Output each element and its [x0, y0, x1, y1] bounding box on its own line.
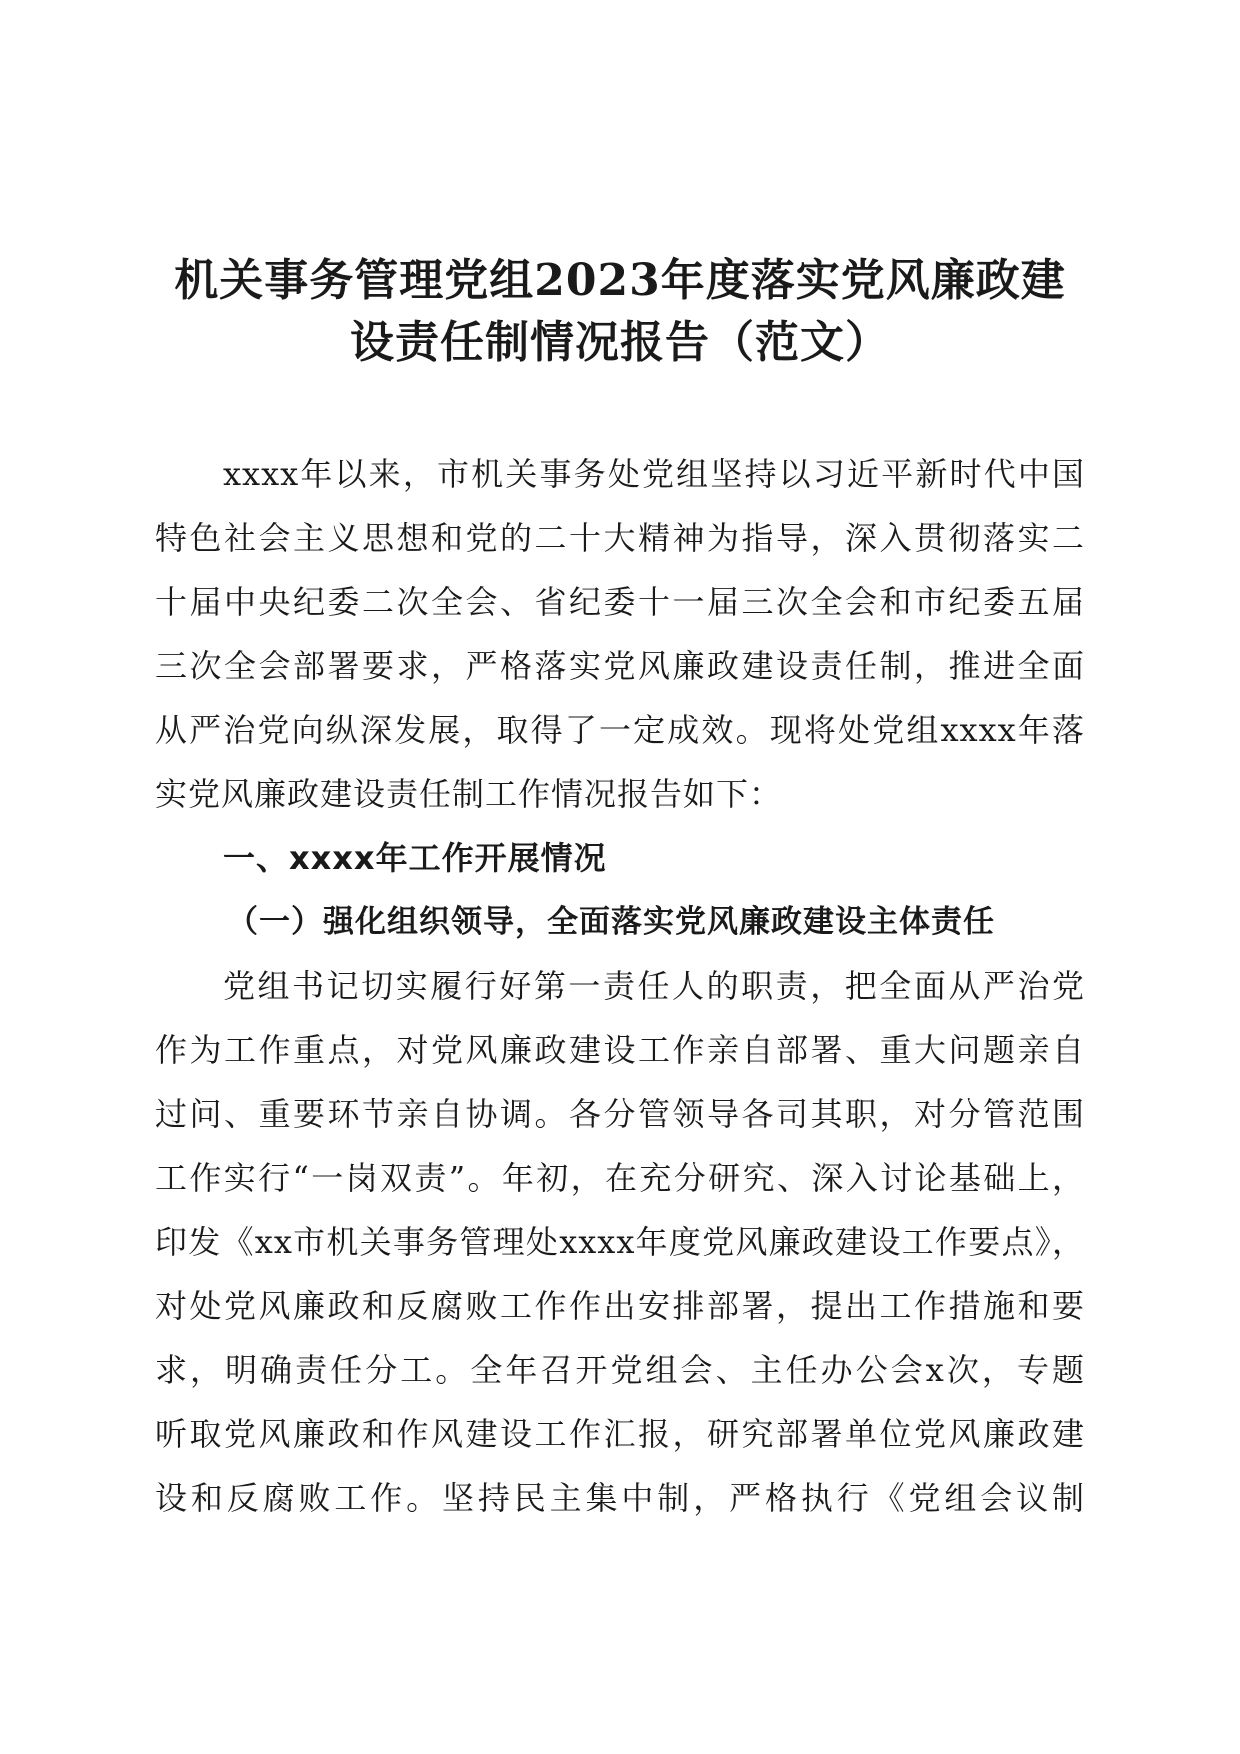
section-heading: 一、xxxx年工作开展情况 — [223, 839, 607, 877]
title-line-2: 设责任制情况报告（范文） — [350, 317, 890, 368]
intro-line-4: 三次全会部署要求，严格落实党风廉政建设责任制，推进全面 — [155, 647, 1085, 685]
intro-line-6: 实党风廉政建设责任制工作情况报告如下： — [155, 775, 783, 813]
subsection-heading: （一）强化组织领导，全面落实党风廉政建设主体责任 — [227, 904, 995, 940]
document-body — [155, 442, 1085, 1530]
paragraph-line-4: 工作实行“一岗双责”。年初，在充分研究、深入讨论基础上， — [155, 1159, 1085, 1197]
paragraph-line-5: 印发《xx市机关事务管理处xxxx年度党风廉政建设工作要点》， — [155, 1223, 1085, 1261]
document-title — [150, 250, 1090, 374]
paragraph-line-9: 设和反腐败工作。坚持民主集中制，严格执行《党组会议制 — [155, 1479, 1085, 1517]
title-line-1: 机关事务管理党组2023年度落实党风廉政建 — [174, 255, 1066, 306]
paragraph-line-2: 作为工作重点，对党风廉政建设工作亲自部署、重大问题亲自 — [155, 1031, 1085, 1069]
paragraph-line-1: 党组书记切实履行好第一责任人的职责，把全面从严治党 — [223, 967, 1085, 1005]
intro-line-5: 从严治党向纵深发展，取得了一定成效。现将处党组xxxx年落 — [155, 711, 1085, 749]
intro-line-1: xxxx年以来，市机关事务处党组坚持以习近平新时代中国 — [223, 455, 1085, 493]
paragraph-line-7: 求，明确责任分工。全年召开党组会、主任办公会x次，专题 — [155, 1351, 1085, 1389]
paragraph-line-3: 过问、重要环节亲自协调。各分管领导各司其职，对分管范围 — [155, 1095, 1085, 1133]
paragraph-line-8: 听取党风廉政和作风建设工作汇报，研究部署单位党风廉政建 — [155, 1415, 1085, 1453]
paragraph-line-6: 对处党风廉政和反腐败工作作出安排部署，提出工作措施和要 — [155, 1287, 1085, 1325]
intro-line-3: 十届中央纪委二次全会、省纪委十一届三次全会和市纪委五届 — [155, 583, 1085, 621]
intro-line-2: 特色社会主义思想和党的二十大精神为指导，深入贯彻落实二 — [155, 519, 1085, 557]
